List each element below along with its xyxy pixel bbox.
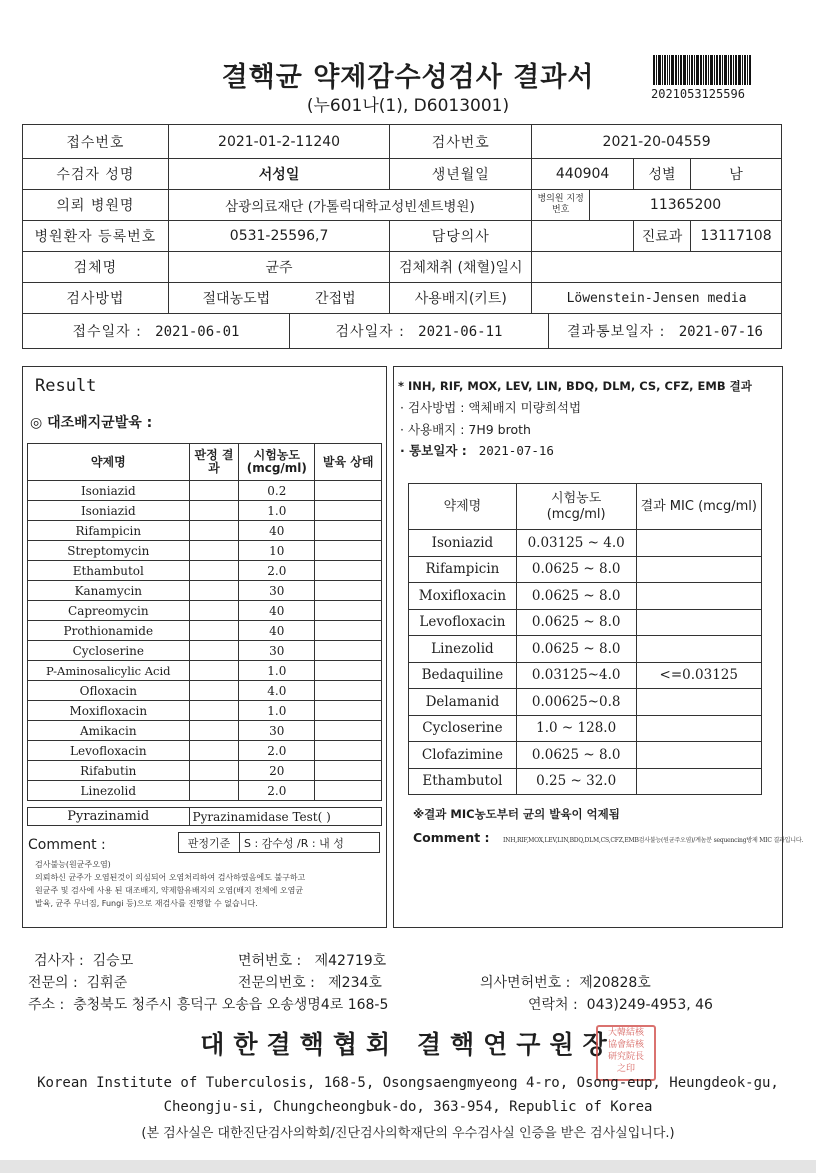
result-cell-judgment [189,601,239,621]
criteria-label: 판정기준 [179,833,240,853]
mic-cell-result [636,689,761,716]
patient-name-label: 수검자 성명 [23,159,169,190]
result-cell-drug: Ofloxacin [28,681,190,701]
result-cell-conc: 40 [239,521,315,541]
mic-cell-result [636,742,761,769]
tester-name: 김승모 [92,953,134,969]
hospital-id: 11365200 [590,190,782,221]
note-line-4: 발육, 균주 무너짐, Fungi 등)으로 재검사를 진행할 수 없습니다. [35,899,258,908]
mic-cell-conc: 0.0625 ~ 8.0 [516,636,636,663]
result-cell-drug: Isoniazid [28,501,190,521]
english-address-2: Cheongju-si, Chungcheongbuk-do, 363-954, Republic of Korea [163,1099,653,1115]
result-note [35,858,375,910]
address-label: 주소 : [28,997,65,1013]
criteria-value: S : 감수성 /R : 내 성 [240,833,380,853]
result-cell-drug: Cycloserine [28,641,190,661]
mic-row [409,662,762,689]
criteria-box [178,832,380,853]
test-date-label: 검사일자 : [335,324,405,340]
result-cell-drug: Levofloxacin [28,741,190,761]
result-row [28,741,382,761]
mic-cell-conc: 0.0625 ~ 8.0 [516,556,636,583]
result-cell-conc: 1.0 [239,661,315,681]
result-cell-growth [315,581,382,601]
mic-cell-conc: 0.0625 ~ 8.0 [516,609,636,636]
mic-row [409,742,762,769]
result-row [28,681,382,701]
method-1: 절대농도법 [202,291,271,307]
result-cell-growth [315,761,382,781]
mic-cell-drug: Ethambutol [409,768,517,795]
mic-cell-drug: Isoniazid [409,530,517,557]
certification-note: (본 검사실은 대한진단검사의학회/진단검사의학재단의 우수검사실 인증을 받은 검사실입니다.) [141,1126,675,1141]
control-growth-label: ◎ 대조배지균발육 : [30,415,153,431]
license-label: 면허번호 : [238,953,302,969]
specialist-no: 제234호 [328,975,382,991]
barcode [653,55,769,85]
pyrazinamid-label: Pyrazinamid [28,808,190,826]
doctor-license-line [480,972,651,992]
result-row [28,481,382,501]
mic-cell-drug: Rifampicin [409,556,517,583]
mic-media: · 사용배지 : 7H9 broth [400,422,531,437]
license-value: 제42719호 [314,953,387,969]
result-cell-conc: 2.0 [239,741,315,761]
result-cell-drug: Linezolid [28,781,190,801]
note-line-1: 검사불능(원균주오염) [35,860,111,869]
result-cell-drug: Amikacin [28,721,190,741]
mic-cell-result [636,715,761,742]
result-cell-conc: 2.0 [239,561,315,581]
mic-row [409,689,762,716]
result-row [28,701,382,721]
result-cell-growth [315,701,382,721]
sex-label: 성별 [634,159,691,190]
result-cell-judgment [189,621,239,641]
dept-value: 13117108 [690,221,781,252]
result-cell-judgment [189,641,239,661]
mic-cell-drug: Delamanid [409,689,517,716]
contact-line [528,994,713,1014]
mic-row [409,530,762,557]
license-line [238,950,386,970]
specialist-name: 김휘준 [86,975,128,991]
result-cell-judgment [189,561,239,581]
result-row [28,641,382,661]
mic-row [409,583,762,610]
mic-row [409,715,762,742]
result-cell-growth [315,521,382,541]
report-date: 2021-07-16 [678,324,763,340]
hospital-id-label: 병의원 지정번호 [532,190,590,221]
result-cell-drug: Ethambutol [28,561,190,581]
pyrazinamid-row [27,807,382,826]
doctor-name [532,221,634,252]
address-line [28,994,388,1014]
result-cell-conc: 30 [239,721,315,741]
mic-note: ※결과 MIC농도부터 균의 발육이 억제됨 [413,807,620,821]
result-cell-drug: Kanamycin [28,581,190,601]
tester-line [34,950,133,970]
receipt-no: 2021-01-2-11240 [168,125,390,159]
result-cell-judgment [189,781,239,801]
method-2: 간접법 [315,291,356,307]
result-row [28,661,382,681]
col-conc: 시험농도 (mcg/ml) [239,444,315,481]
specialist-label: 전문의 : [28,975,78,991]
result-cell-conc: 20 [239,761,315,781]
result-cell-drug: Isoniazid [28,481,190,501]
result-cell-conc: 2.0 [239,781,315,801]
mic-col-conc: 시험농도 (mcg/ml) [516,484,636,530]
doctor-license-label: 의사면허번호 : [480,975,571,991]
result-cell-drug: P-Aminosalicylic Acid [28,661,190,681]
mic-comment-label: Comment : [413,830,490,845]
result-cell-growth [315,541,382,561]
result-cell-growth [315,641,382,661]
mic-table [408,483,762,795]
patient-reg-label: 병원환자 등록번호 [23,221,169,252]
official-seal-stamp: 大韓結核 協會結核 研究院長 之印 [596,1025,656,1081]
result-table [27,443,382,801]
mic-row [409,609,762,636]
mic-cell-result [636,556,761,583]
result-row [28,721,382,741]
result-cell-growth [315,681,382,701]
result-cell-drug: Moxifloxacin [28,701,190,721]
result-row [28,781,382,801]
result-cell-judgment [189,721,239,741]
specialist-line [28,972,127,992]
kit-value: Löwenstein-Jensen media [532,283,782,314]
receipt-date-cell [23,314,290,348]
result-cell-drug: Prothionamide [28,621,190,641]
mic-cell-result [636,530,761,557]
mic-col-result: 결과 MIC (mcg/ml) [636,484,761,530]
method-label: 검사방법 [23,283,169,314]
mic-comment-text: INH,RIF,MOX,LEV,LIN,BDQ,DLM,CS,CFZ,EMB검사불능(원균주오염)/계놈분 sequencing방제 MIC 결과입니다. [503,837,804,844]
result-cell-judgment [189,481,239,501]
result-cell-conc: 1.0 [239,501,315,521]
col-judgment: 판정 결과 [189,444,239,481]
mic-report-label: · 통보일자 : [400,443,467,458]
result-cell-growth [315,481,382,501]
kit-label: 사용배지(키트) [390,283,532,314]
specimen-label: 검체명 [23,252,169,283]
result-cell-drug: Rifampicin [28,521,190,541]
mic-report-date-line [400,441,554,459]
col-drug: 약제명 [28,444,190,481]
receipt-no-label: 접수번호 [23,125,169,159]
result-row [28,501,382,521]
mic-row [409,556,762,583]
result-cell-growth [315,741,382,761]
result-cell-growth [315,661,382,681]
collect-value [532,252,782,283]
receipt-date-label: 접수일자 : [72,324,142,340]
patient-name: 서성일 [168,159,390,190]
result-cell-growth [315,721,382,741]
result-cell-drug: Rifabutin [28,761,190,781]
specialist-no-label: 전문의번호 : [238,975,315,991]
mic-cell-conc: 0.25 ~ 32.0 [516,768,636,795]
mic-cell-result [636,583,761,610]
result-cell-judgment [189,521,239,541]
doctor-license: 제20828호 [579,975,651,991]
result-row [28,561,382,581]
result-cell-growth [315,561,382,581]
mic-cell-conc: 0.0625 ~ 8.0 [516,583,636,610]
result-cell-growth [315,601,382,621]
collect-label: 검체채취 (채혈)일시 [390,252,532,283]
contact-label: 연락처 : [528,997,578,1013]
report-date-label: 결과통보일자 : [567,324,666,340]
page-subtitle: (누601나(1), D6013001) [306,96,510,116]
specialist-no-line [238,972,382,992]
result-cell-judgment [189,701,239,721]
barcode-number: 2021053125596 [651,87,745,101]
mic-heading: * INH, RIF, MOX, LEV, LIN, BDQ, DLM, CS, CFZ, EMB 결과 [398,379,752,393]
test-date: 2021-06-11 [418,324,503,340]
mic-cell-result [636,609,761,636]
mic-cell-conc: 1.0 ~ 128.0 [516,715,636,742]
mic-report-date: 2021-07-16 [478,443,554,458]
tester-label: 검사자 : [34,953,84,969]
result-cell-judgment [189,761,239,781]
receipt-date: 2021-06-01 [155,324,240,340]
english-address-1: Korean Institute of Tuberculosis, 168-5, Osongsaengmyeong 4-ro, Osong-eup, Heungdeok-gu, [37,1075,779,1091]
dept-label: 진료과 [634,221,691,252]
contact-value: 043)249-4953, 46 [586,997,713,1013]
result-cell-conc: 30 [239,581,315,601]
mic-cell-drug: Linezolid [409,636,517,663]
mic-cell-conc: 0.03125 ~ 4.0 [516,530,636,557]
mic-cell-result [636,636,761,663]
result-cell-judgment [189,741,239,761]
result-cell-drug: Capreomycin [28,601,190,621]
doctor-label: 담당의사 [390,221,532,252]
mic-cell-conc: 0.0625 ~ 8.0 [516,742,636,769]
result-title: Result [35,376,97,396]
mic-cell-drug: Moxifloxacin [409,583,517,610]
result-cell-conc: 0.2 [239,481,315,501]
institute-name: 대한결핵협회 결핵연구원장 [200,1030,616,1059]
result-cell-growth [315,501,382,521]
specimen-value: 균주 [168,252,390,283]
page-title: 결핵균 약제감수성검사 결과서 [221,62,595,93]
sex-value: 남 [690,159,781,190]
mic-cell-conc: 0.00625~0.8 [516,689,636,716]
birth-date: 440904 [532,159,634,190]
mic-cell-drug: Levofloxacin [409,609,517,636]
result-cell-conc: 40 [239,601,315,621]
result-cell-drug: Streptomycin [28,541,190,561]
result-row [28,601,382,621]
note-line-2: 의뢰하신 균주가 오염된것이 의심되어 오염처리하여 검사하였음에도 불구하고 [35,873,306,882]
result-cell-judgment [189,541,239,561]
result-cell-conc: 4.0 [239,681,315,701]
result-row [28,541,382,561]
result-cell-judgment [189,661,239,681]
mic-cell-drug: Clofazimine [409,742,517,769]
mic-row [409,768,762,795]
test-no-label: 검사번호 [390,125,532,159]
page-bottom-edge [0,1160,816,1173]
result-cell-conc: 30 [239,641,315,661]
mic-cell-result: <=0.03125 [636,662,761,689]
result-cell-judgment [189,501,239,521]
patient-reg-no: 0531-25596,7 [168,221,390,252]
result-cell-conc: 10 [239,541,315,561]
method-value [168,283,390,314]
mic-row [409,636,762,663]
result-cell-conc: 1.0 [239,701,315,721]
mic-col-drug: 약제명 [409,484,517,530]
report-date-cell [549,314,782,348]
patient-info-table [22,124,782,349]
birth-label: 생년월일 [390,159,532,190]
hospital-label: 의뢰 병원명 [23,190,169,221]
hospital-name: 삼광의료재단 (가톨릭대학교성빈센트병원) [168,190,531,221]
test-date-cell [290,314,549,348]
result-cell-growth [315,781,382,801]
result-comment-label: Comment : [28,837,106,853]
note-line-3: 원균주 및 검사에 사용 된 대조배지, 약제함유배지의 오염(배지 전체에 오염균 [35,886,304,895]
address-value: 충청북도 청주시 흥덕구 오송읍 오송생명4로 168-5 [73,997,389,1013]
mic-method: · 검사방법 : 액체배지 미량희석법 [400,400,582,415]
mic-cell-drug: Cycloserine [409,715,517,742]
mic-cell-result [636,768,761,795]
result-cell-conc: 40 [239,621,315,641]
mic-cell-drug: Bedaquiline [409,662,517,689]
result-cell-judgment [189,581,239,601]
dates-row [23,314,782,349]
result-row [28,521,382,541]
col-growth: 발육 상태 [315,444,382,481]
result-cell-judgment [189,681,239,701]
test-no: 2021-20-04559 [532,125,782,159]
result-row [28,761,382,781]
result-cell-growth [315,621,382,641]
mic-cell-conc: 0.03125~4.0 [516,662,636,689]
result-row [28,581,382,601]
result-row [28,621,382,641]
pyrazinamidase-test: Pyrazinamidase Test( ) [189,808,381,826]
